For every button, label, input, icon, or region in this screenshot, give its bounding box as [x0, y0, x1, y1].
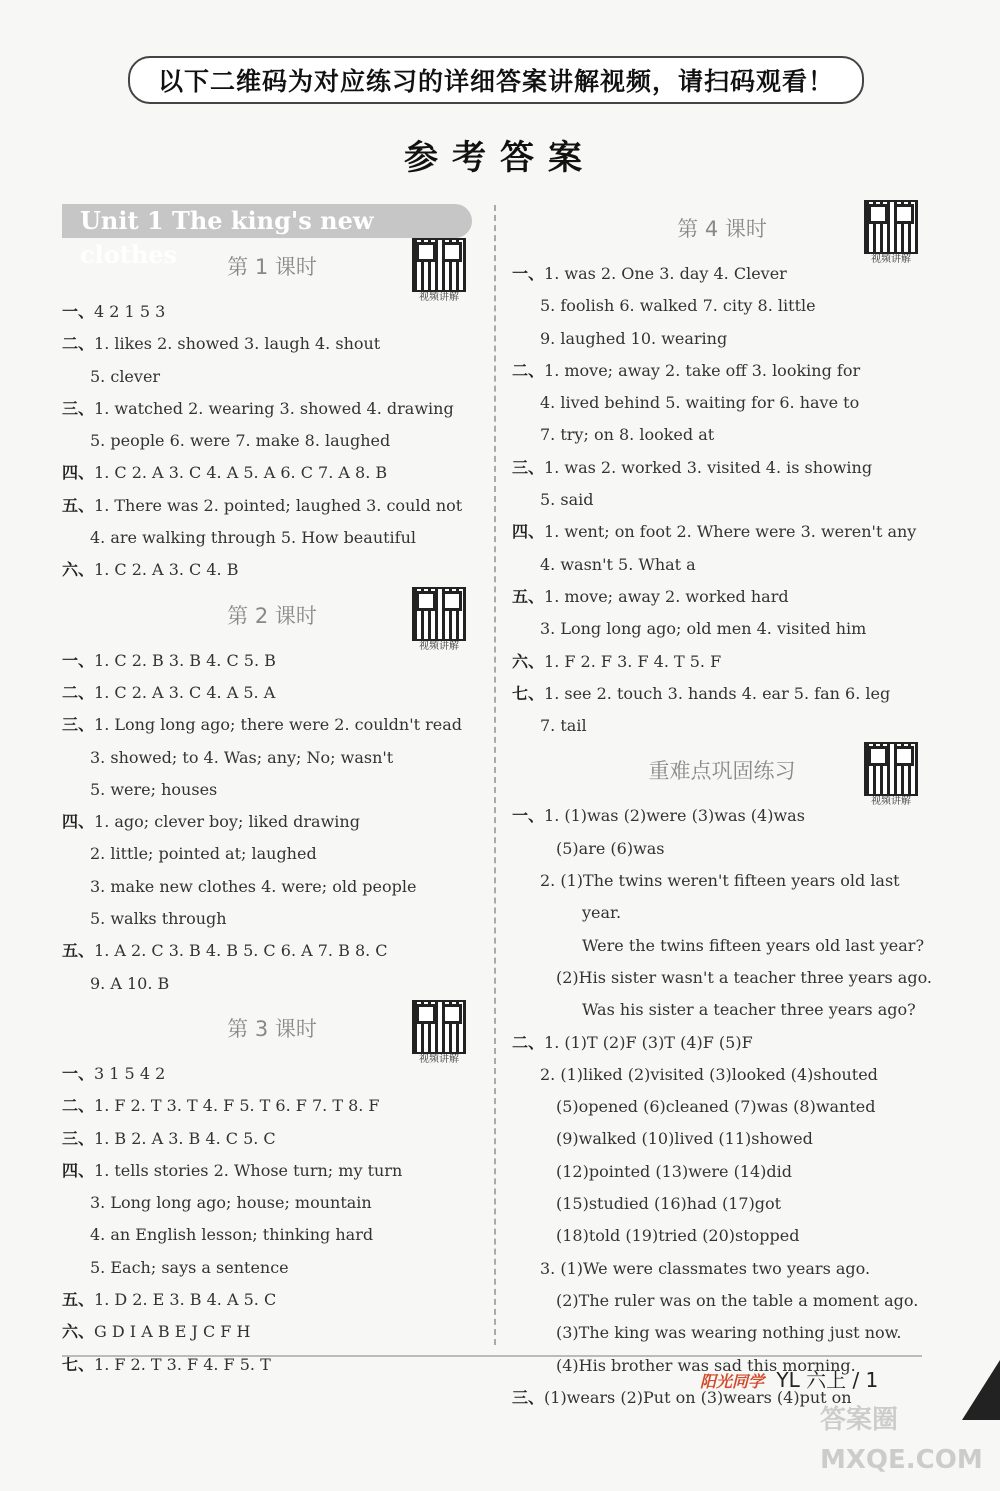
answer-text: 4 2 1 5 3 — [94, 302, 166, 321]
answer-text: G D I A B E J C F H — [94, 1322, 251, 1342]
brand-logo: 阳光同学 — [700, 1372, 765, 1391]
answer-text: 9. A 10. B — [90, 973, 170, 993]
answer-text: 1. F 2. T 3. F 4. F 5. T — [94, 1354, 271, 1374]
answer-row — [62, 522, 482, 554]
answer-row — [512, 1091, 932, 1123]
answer-text: 3. make new clothes 4. were; old people — [90, 876, 417, 896]
answer-row — [512, 1156, 932, 1188]
answer-row — [512, 1253, 932, 1285]
answer-text: 1. F 2. T 3. T 4. F 5. T 6. F 7. T 8. F — [94, 1096, 380, 1116]
answer-text: 1. Long long ago; there were 2. couldn't read — [94, 715, 463, 735]
answer-row — [62, 709, 482, 741]
lesson-title: 重难点巩固练习 — [648, 759, 796, 784]
answer-row — [62, 425, 482, 457]
video-qr-code[interactable] — [412, 587, 469, 653]
qr-code-icon[interactable] — [412, 1000, 466, 1054]
answer-row — [512, 323, 932, 355]
answer-text: 1. watched 2. wearing 3. showed 4. drawing — [94, 398, 454, 418]
qr-caption: 视频讲解 — [419, 292, 459, 303]
answer-row — [512, 678, 932, 710]
section-number: 四、 — [62, 812, 95, 832]
answer-text: 2. (1)liked (2)visited (3)looked (4)shouted — [540, 1064, 878, 1084]
qr-code-icon[interactable] — [412, 587, 466, 641]
answer-text: (3)The king was wearing nothing just now. — [556, 1323, 902, 1343]
answer-row — [512, 387, 932, 419]
answer-text: (1)wears (2)Put on (3)wears (4)put on — [544, 1387, 852, 1407]
answer-row — [512, 290, 932, 322]
answer-text: (5)are (6)was — [556, 838, 665, 858]
qr-code-icon[interactable] — [864, 200, 918, 254]
answer-row — [512, 1285, 932, 1317]
answer-text: 1. see 2. touch 3. hands 4. ear 5. fan 6. leg — [544, 683, 891, 703]
answer-row — [62, 1316, 482, 1348]
answer-text: 2. little; pointed at; laughed — [90, 844, 317, 864]
video-qr-code[interactable] — [412, 238, 469, 304]
answer-text: 1. went; on foot 2. Where were 3. weren't any — [544, 522, 917, 542]
lesson-heading — [62, 587, 482, 652]
answer-row — [62, 361, 482, 393]
lesson-heading — [512, 200, 932, 265]
answer-row — [512, 865, 932, 897]
answer-row — [512, 994, 932, 1026]
answer-text: 5. Each; says a sentence — [90, 1257, 289, 1277]
answer-text: 3. Long long ago; house; mountain — [90, 1193, 372, 1213]
section-number: 一、 — [512, 806, 545, 826]
section-number: 一、 — [62, 1063, 95, 1083]
answer-text: 1. B 2. A 3. B 4. C 5. C — [94, 1128, 276, 1148]
unit-title: Unit 1 The king's new clothes — [62, 204, 472, 238]
section-number: 四、 — [512, 522, 545, 542]
answer-text: (18)told (19)tried (20)stopped — [556, 1226, 800, 1246]
answer-row — [512, 897, 932, 929]
section-number: 二、 — [62, 1096, 95, 1116]
answer-row — [512, 516, 932, 548]
section-number: 二、 — [512, 360, 545, 380]
section-number: 七、 — [62, 1354, 95, 1374]
answer-text: (2)His sister wasn't a teacher three years ago. — [556, 967, 933, 987]
section-number: 五、 — [62, 495, 95, 515]
answer-text: Was his sister a teacher three years ago? — [582, 1000, 916, 1020]
answer-text: 5. walks through — [90, 909, 227, 929]
section-number: 一、 — [512, 264, 545, 283]
answer-row — [62, 457, 482, 489]
answer-row — [62, 806, 482, 838]
answer-row — [62, 1090, 482, 1122]
lesson-title: 第 1 课时 — [227, 255, 317, 279]
answer-text: 1. (1)was (2)were (3)was (4)was — [544, 806, 805, 826]
section-number: 二、 — [62, 334, 95, 354]
answer-row — [62, 1123, 482, 1155]
section-number: 一、 — [62, 650, 95, 670]
answer-row — [62, 1155, 482, 1187]
answer-text: 7. tail — [540, 716, 587, 736]
answer-row — [62, 935, 482, 967]
section-number: 一、 — [62, 302, 95, 321]
answer-text: 1. D 2. E 3. B 4. A 5. C — [94, 1290, 277, 1310]
video-qr-code[interactable] — [412, 1000, 469, 1066]
page-footer — [700, 1364, 878, 1393]
section-number: 三、 — [62, 1128, 95, 1148]
answer-text: 1. tells stories 2. Whose turn; my turn — [94, 1160, 403, 1180]
answer-text: 1. was 2. worked 3. visited 4. is showing — [544, 457, 873, 477]
answer-row — [62, 742, 482, 774]
answer-row — [512, 1123, 932, 1155]
answer-row — [512, 1027, 932, 1059]
section-number: 四、 — [62, 1160, 95, 1180]
answer-text: (4)His brother was sad this morning. — [556, 1355, 856, 1375]
answer-row — [512, 1317, 932, 1349]
section-number: 六、 — [512, 651, 545, 671]
answer-text: 1. C 2. A 3. C 4. B — [94, 560, 239, 580]
lesson-heading — [62, 1000, 482, 1065]
answer-text: 4. lived behind 5. waiting for 6. have to — [540, 393, 860, 413]
answer-row — [62, 968, 482, 1000]
answer-text: 1. C 2. A 3. C 4. A 5. A — [94, 682, 276, 702]
section-number: 四、 — [62, 463, 95, 483]
qr-instruction-banner: 以下二维码为对应练习的详细答案讲解视频，请扫码观看！ — [128, 56, 864, 104]
page-code: YL 六上 / 1 — [776, 1368, 879, 1392]
answer-row — [512, 613, 932, 645]
answer-row — [62, 1219, 482, 1251]
answer-text: year. — [582, 903, 622, 923]
answer-text: 3. showed; to 4. Was; any; No; wasn't — [90, 747, 394, 767]
answer-text: 1. C 2. B 3. B 4. C 5. B — [94, 650, 276, 670]
answer-text: Were the twins fifteen years old last year? — [582, 935, 925, 955]
answer-text: 1. (1)T (2)F (3)T (4)F (5)F — [544, 1032, 753, 1052]
answer-row — [62, 871, 482, 903]
video-qr-code[interactable] — [864, 742, 921, 808]
lesson-title: 第 2 课时 — [227, 603, 317, 628]
answer-row — [512, 419, 932, 451]
section-number: 五、 — [62, 1290, 95, 1310]
answer-row — [512, 484, 932, 516]
answer-text: 1. move; away 2. take off 3. looking for — [544, 360, 861, 380]
answer-row — [512, 452, 932, 484]
section-number: 七、 — [512, 683, 545, 703]
answer-text: 1. C 2. A 3. C 4. A 5. A 6. C 7. A 8. B — [94, 463, 388, 483]
lesson-heading — [62, 238, 482, 303]
answer-row — [62, 1187, 482, 1219]
answer-text: (9)walked (10)lived (11)showed — [556, 1129, 813, 1149]
answer-text: 3 1 5 4 2 — [94, 1063, 166, 1083]
answer-text: 5. clever — [90, 366, 161, 386]
video-qr-code[interactable] — [864, 200, 921, 266]
qr-caption: 视频讲解 — [871, 254, 911, 265]
answer-text: 1. A 2. C 3. B 4. B 5. C 6. A 7. B 8. C — [94, 941, 388, 961]
answer-text: 2. (1)The twins weren't fifteen years old last — [540, 871, 900, 891]
section-number: 六、 — [62, 560, 95, 580]
section-number: 二、 — [512, 1032, 545, 1052]
answer-row — [62, 1284, 482, 1316]
answer-text: 7. try; on 8. looked at — [540, 425, 715, 445]
answer-row — [62, 393, 482, 425]
section-number: 三、 — [512, 1387, 545, 1407]
answer-text: 1. likes 2. showed 3. laugh 4. shout — [94, 334, 381, 354]
answer-text: 1. was 2. One 3. day 4. Clever — [544, 264, 787, 283]
answer-row — [62, 1349, 482, 1381]
answer-text: 4. an English lesson; thinking hard — [90, 1225, 374, 1245]
answer-text: (15)studied (16)had (17)got — [556, 1194, 782, 1214]
answer-text: 1. F 2. F 3. F 4. T 5. F — [544, 651, 722, 671]
answer-text: 5. were; houses — [90, 779, 218, 799]
lesson-heading — [512, 742, 932, 808]
answer-row — [62, 838, 482, 870]
answer-text: 5. foolish 6. walked 7. city 8. little — [540, 296, 816, 316]
answer-text: 3. (1)We were classmates two years ago. — [540, 1258, 871, 1278]
section-number: 三、 — [62, 715, 95, 735]
footer-rule — [62, 1355, 922, 1357]
answer-text: 3. Long long ago; old men 4. visited him — [540, 619, 867, 639]
qr-code-icon[interactable] — [412, 238, 466, 292]
answer-row — [512, 710, 932, 742]
answer-row — [512, 646, 932, 678]
qr-caption: 视频讲解 — [871, 796, 911, 808]
left-column — [62, 200, 482, 1381]
answer-row — [512, 1188, 932, 1220]
answer-text: 5. said — [540, 490, 594, 510]
answer-row — [62, 903, 482, 935]
qr-code-icon[interactable] — [864, 742, 918, 796]
qr-caption: 视频讲解 — [419, 640, 459, 652]
section-number: 五、 — [62, 941, 95, 961]
answer-text: (5)opened (6)cleaned (7)was (8)wanted — [556, 1097, 876, 1117]
page-title: 参考答案 — [404, 138, 596, 178]
section-number: 五、 — [512, 586, 545, 606]
answer-row — [62, 1252, 482, 1284]
answer-row — [512, 355, 932, 387]
right-column — [512, 200, 932, 1414]
answer-text: (12)pointed (13)were (14)did — [556, 1161, 793, 1181]
answer-row — [512, 833, 932, 865]
section-number: 六、 — [62, 1322, 95, 1342]
answer-row — [512, 549, 932, 581]
watermark: 答案圈 MXQE.COM — [820, 1405, 983, 1475]
answer-row — [62, 774, 482, 806]
answer-row — [62, 554, 482, 586]
answer-row — [512, 1059, 932, 1091]
column-divider — [494, 205, 496, 1345]
answer-row — [62, 490, 482, 522]
lesson-title: 第 4 课时 — [677, 217, 767, 241]
answer-text: (2)The ruler was on the table a moment ago. — [556, 1290, 919, 1310]
lesson-title: 第 3 课时 — [227, 1016, 317, 1041]
answer-row — [512, 930, 932, 962]
answer-text: 1. There was 2. pointed; laughed 3. could not — [94, 495, 463, 515]
answer-text: 1. move; away 2. worked hard — [544, 586, 789, 606]
answer-row — [512, 1220, 932, 1252]
answer-text: 5. people 6. were 7. make 8. laughed — [90, 431, 391, 451]
answer-text: 1. ago; clever boy; liked drawing — [94, 812, 360, 832]
section-number: 二、 — [62, 682, 95, 702]
section-number: 三、 — [512, 457, 545, 477]
answer-text: 9. laughed 10. wearing — [540, 328, 728, 348]
qr-caption: 视频讲解 — [419, 1053, 459, 1065]
answer-text: 4. are walking through 5. How beautiful — [90, 528, 417, 548]
answer-row — [62, 677, 482, 709]
answer-row — [512, 581, 932, 613]
section-number: 三、 — [62, 398, 95, 418]
answer-text: 4. wasn't 5. What a — [540, 554, 696, 574]
answer-row — [512, 962, 932, 994]
answer-row — [62, 328, 482, 360]
